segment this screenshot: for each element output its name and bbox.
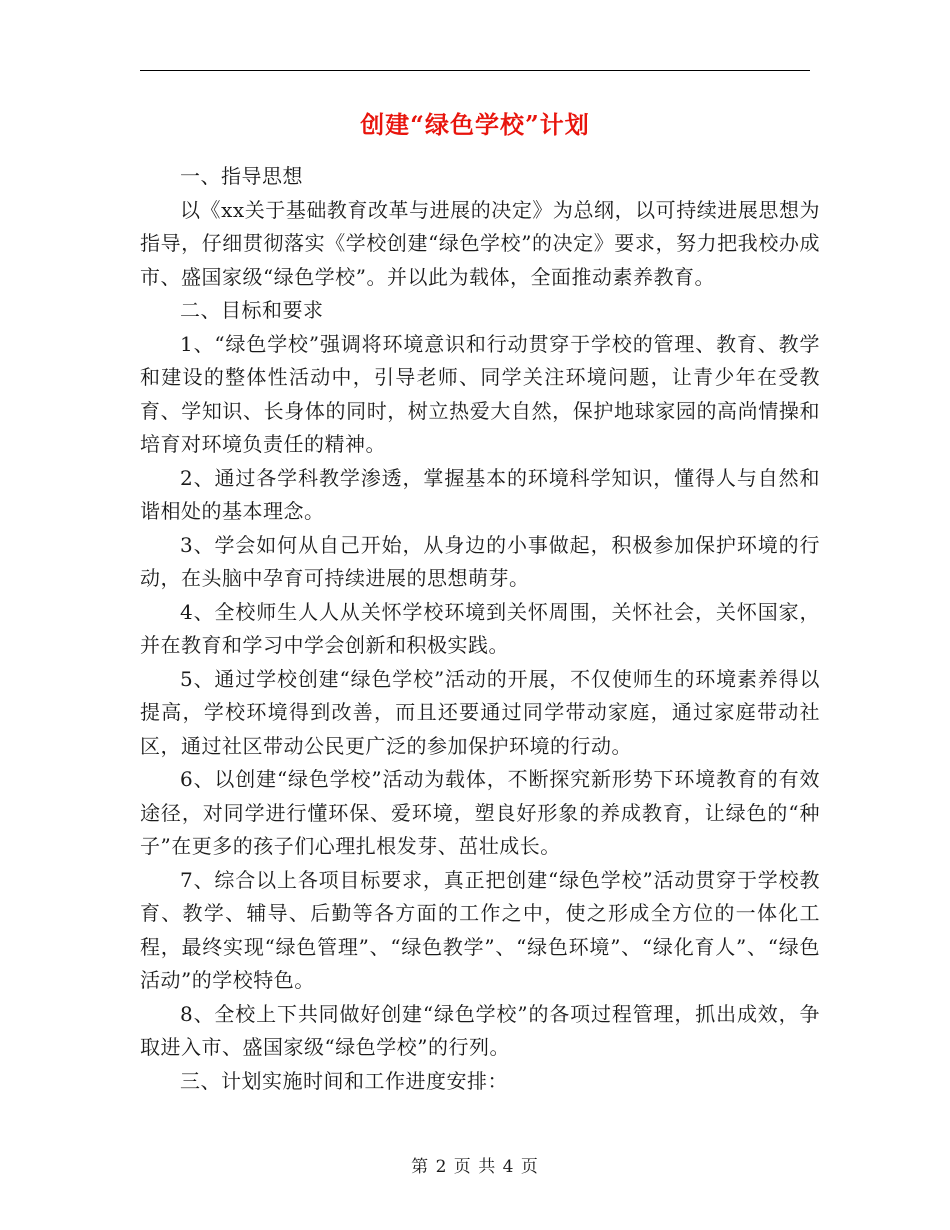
document-body — [140, 160, 820, 1098]
document-title: 创建“绿色学校”计划 — [360, 110, 590, 139]
paragraph-goal-7: 7、综合以上各项目标要求，真正把创建“绿色学校”活动贯穿于学校教育、教学、辅导、后勤等各方面的工作之中，使之形成全方位的一体化工程，最终实现“绿色管理”、“绿色教学”、“绿色环境”、“绿化育人”、“绿色活动”的学校特色。 — [140, 867, 820, 992]
paragraph-goal-4: 4、全校师生人人从关怀学校环境到关怀周围，关怀社会，关怀国家，并在教育和学习中学会创新和积极实践。 — [140, 599, 820, 657]
paragraph-guiding-ideology: 以《xx关于基础教育改革与进展的决定》为总纲，以可持续进展思想为指导，仔细贯彻落实《学校创建“绿色学校”的决定》要求，努力把我校办成市、盛国家级“绿色学校”。并以此为载体，全面推动素养教育。 — [140, 197, 820, 289]
heading-schedule: 三、计划实施时间和工作进度安排： — [180, 1068, 508, 1093]
heading-guiding-ideology: 一、指导思想 — [180, 164, 303, 188]
page-number-footer: 第 2 页 共 4 页 — [411, 1157, 539, 1177]
paragraph-goal-5: 5、通过学校创建“绿色学校”活动的开展，不仅使师生的环境素养得以提高，学校环境得到改善，而且还要通过同学带动家庭，通过家庭带动社区，通过社区带动公民更广泛的参加保护环境的行动。 — [140, 666, 820, 758]
paragraph-goal-1: 1、“绿色学校”强调将环境意识和行动贯穿于学校的管理、教育、教学和建设的整体性活动中，引导老师、同学关注环境问题，让青少年在受教育、学知识、长身体的同时，树立热爱大自然，保护地球家园的高尚情操和培育对环境负责任的精神。 — [140, 331, 820, 456]
paragraph-goal-2: 2、通过各学科教学渗透，掌握基本的环境科学知识，懂得人与自然和谐相处的基本理念。 — [140, 465, 820, 523]
paragraph-goal-3: 3、学会如何从自己开始，从身边的小事做起，积极参加保护环境的行动，在头脑中孕育可持续进展的思想萌芽。 — [140, 532, 820, 590]
header-rule — [140, 70, 810, 71]
heading-goals-requirements: 二、目标和要求 — [180, 298, 324, 322]
paragraph-goal-8: 8、全校上下共同做好创建“绿色学校”的各项过程管理，抓出成效，争取进入市、盛国家级“绿色学校”的行列。 — [140, 1001, 820, 1059]
paragraph-goal-6: 6、以创建“绿色学校”活动为载体，不断探究新形势下环境教育的有效途径，对同学进行懂环保、爱环境，塑良好形象的养成教育，让绿色的“种子”在更多的孩子们心理扎根发芽、茁壮成长。 — [140, 767, 820, 858]
